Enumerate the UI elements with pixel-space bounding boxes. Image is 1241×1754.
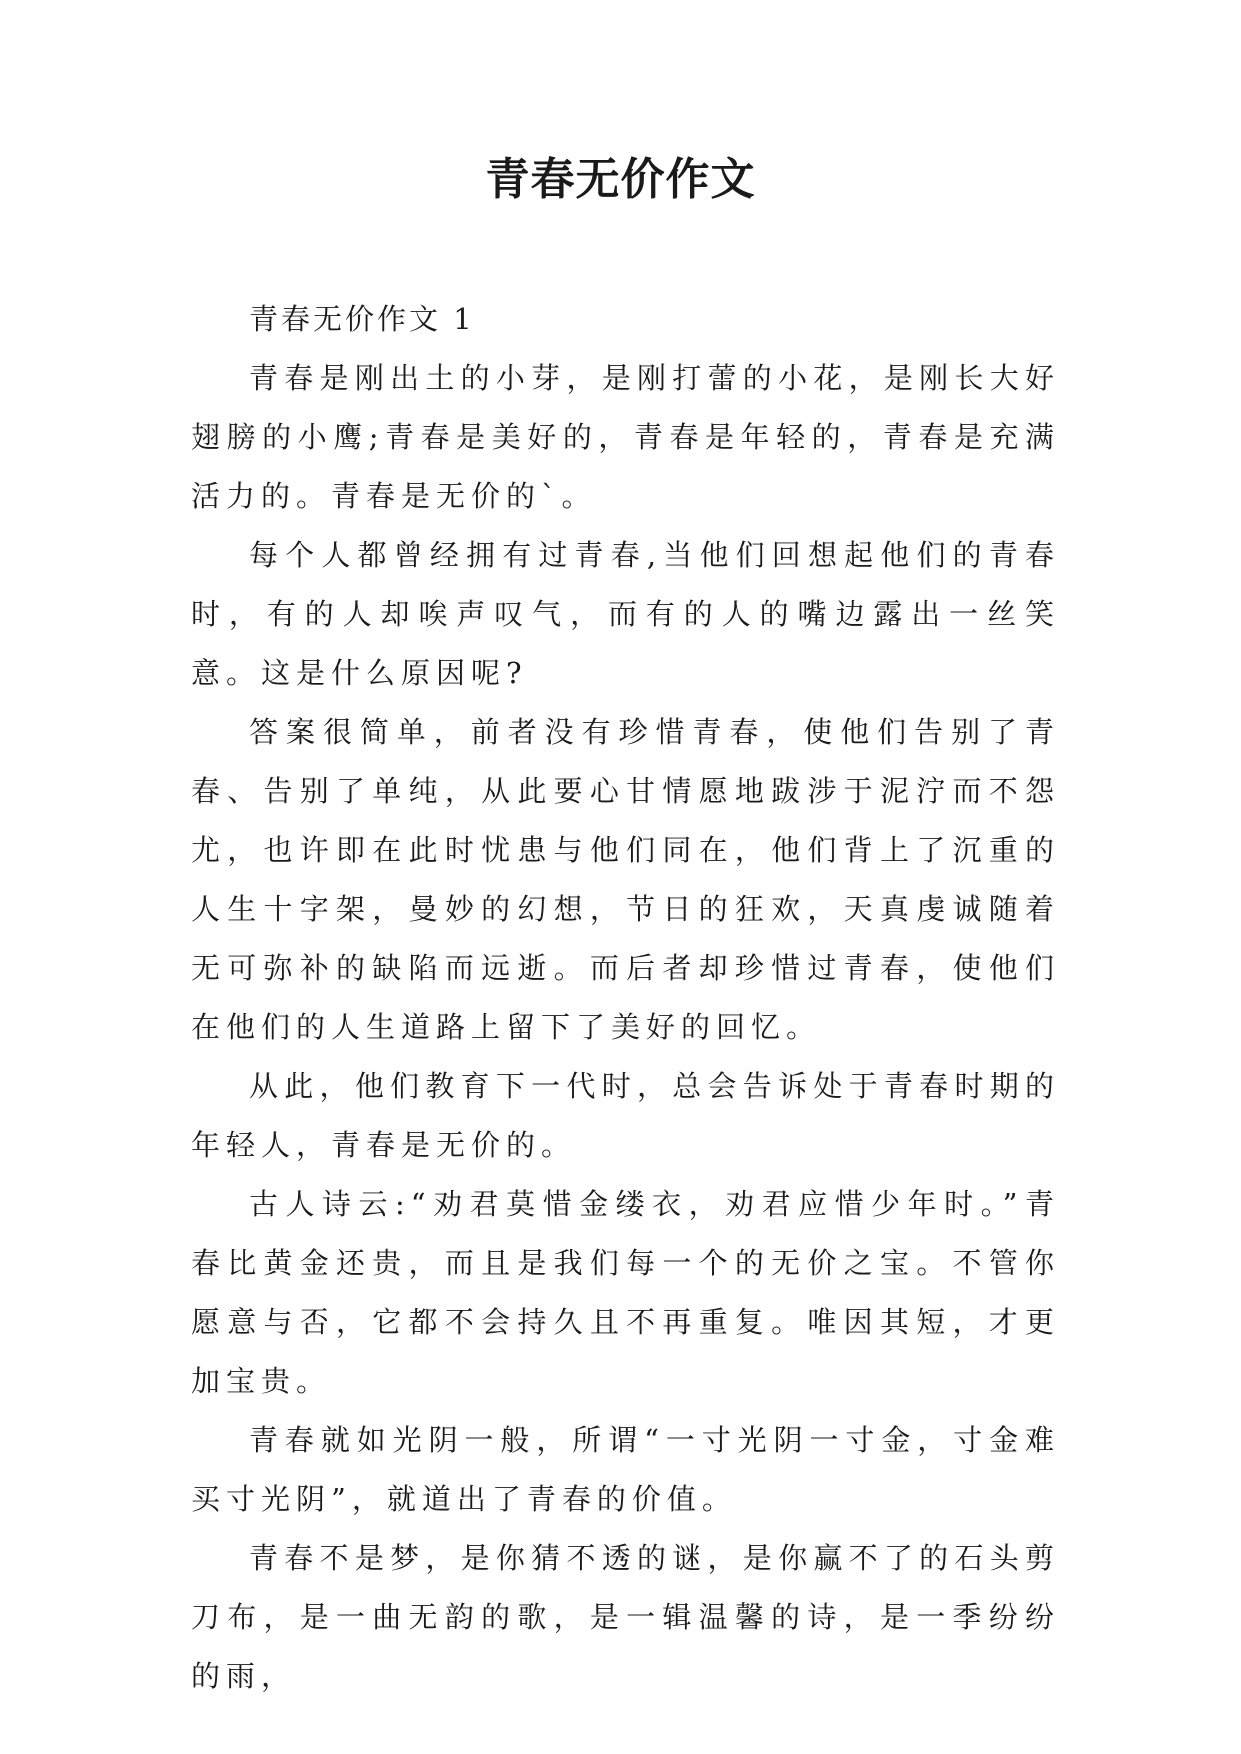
paragraph: 青春就如光阴一般，所谓“一寸光阴一寸金，寸金难买寸光阴”，就道出了青春的价值。: [191, 1423, 1060, 1516]
paragraph: 青春是刚出土的小芽，是刚打蕾的小花，是刚长大好翅膀的小鹰;青春是美好的，青春是年轻的，青春是充满活力的。青春是无价的`。: [191, 361, 1060, 513]
section-heading: 青春无价作文 1: [249, 302, 475, 336]
document-title: 青春无价作文: [485, 154, 756, 205]
paragraph: 答案很简单，前者没有珍惜青春，使他们告别了青春、告别了单纯，从此要心甘情愿地跋涉于泥泞而不怨尤，也许即在此时忧患与他们同在，他们背上了沉重的人生十字架，曼妙的幻想，节日的狂欢，天真虔诚随着无可弥补的缺陷而远逝。而后者却珍惜过青春，使他们在他们的人生道路上留下了美好的回忆。: [191, 715, 1060, 1044]
paragraph: 从此，他们教育下一代时，总会告诉处于青春时期的年轻人，青春是无价的。: [191, 1069, 1060, 1162]
document-body: [191, 290, 1060, 1706]
paragraph: 青春不是梦，是你猜不透的谜，是你赢不了的石头剪刀布，是一曲无韵的歌，是一辑温馨的诗，是一季纷纷的雨，: [191, 1541, 1060, 1693]
paragraph: 古人诗云:“劝君莫惜金缕衣，劝君应惜少年时。”青春比黄金还贵，而且是我们每一个的无价之宝。不管你愿意与否，它都不会持久且不再重复。唯因其短，才更加宝贵。: [191, 1187, 1060, 1398]
paragraph: 每个人都曾经拥有过青春,当他们回想起他们的青春时，有的人却唉声叹气，而有的人的嘴边露出一丝笑意。这是什么原因呢?: [191, 538, 1060, 690]
